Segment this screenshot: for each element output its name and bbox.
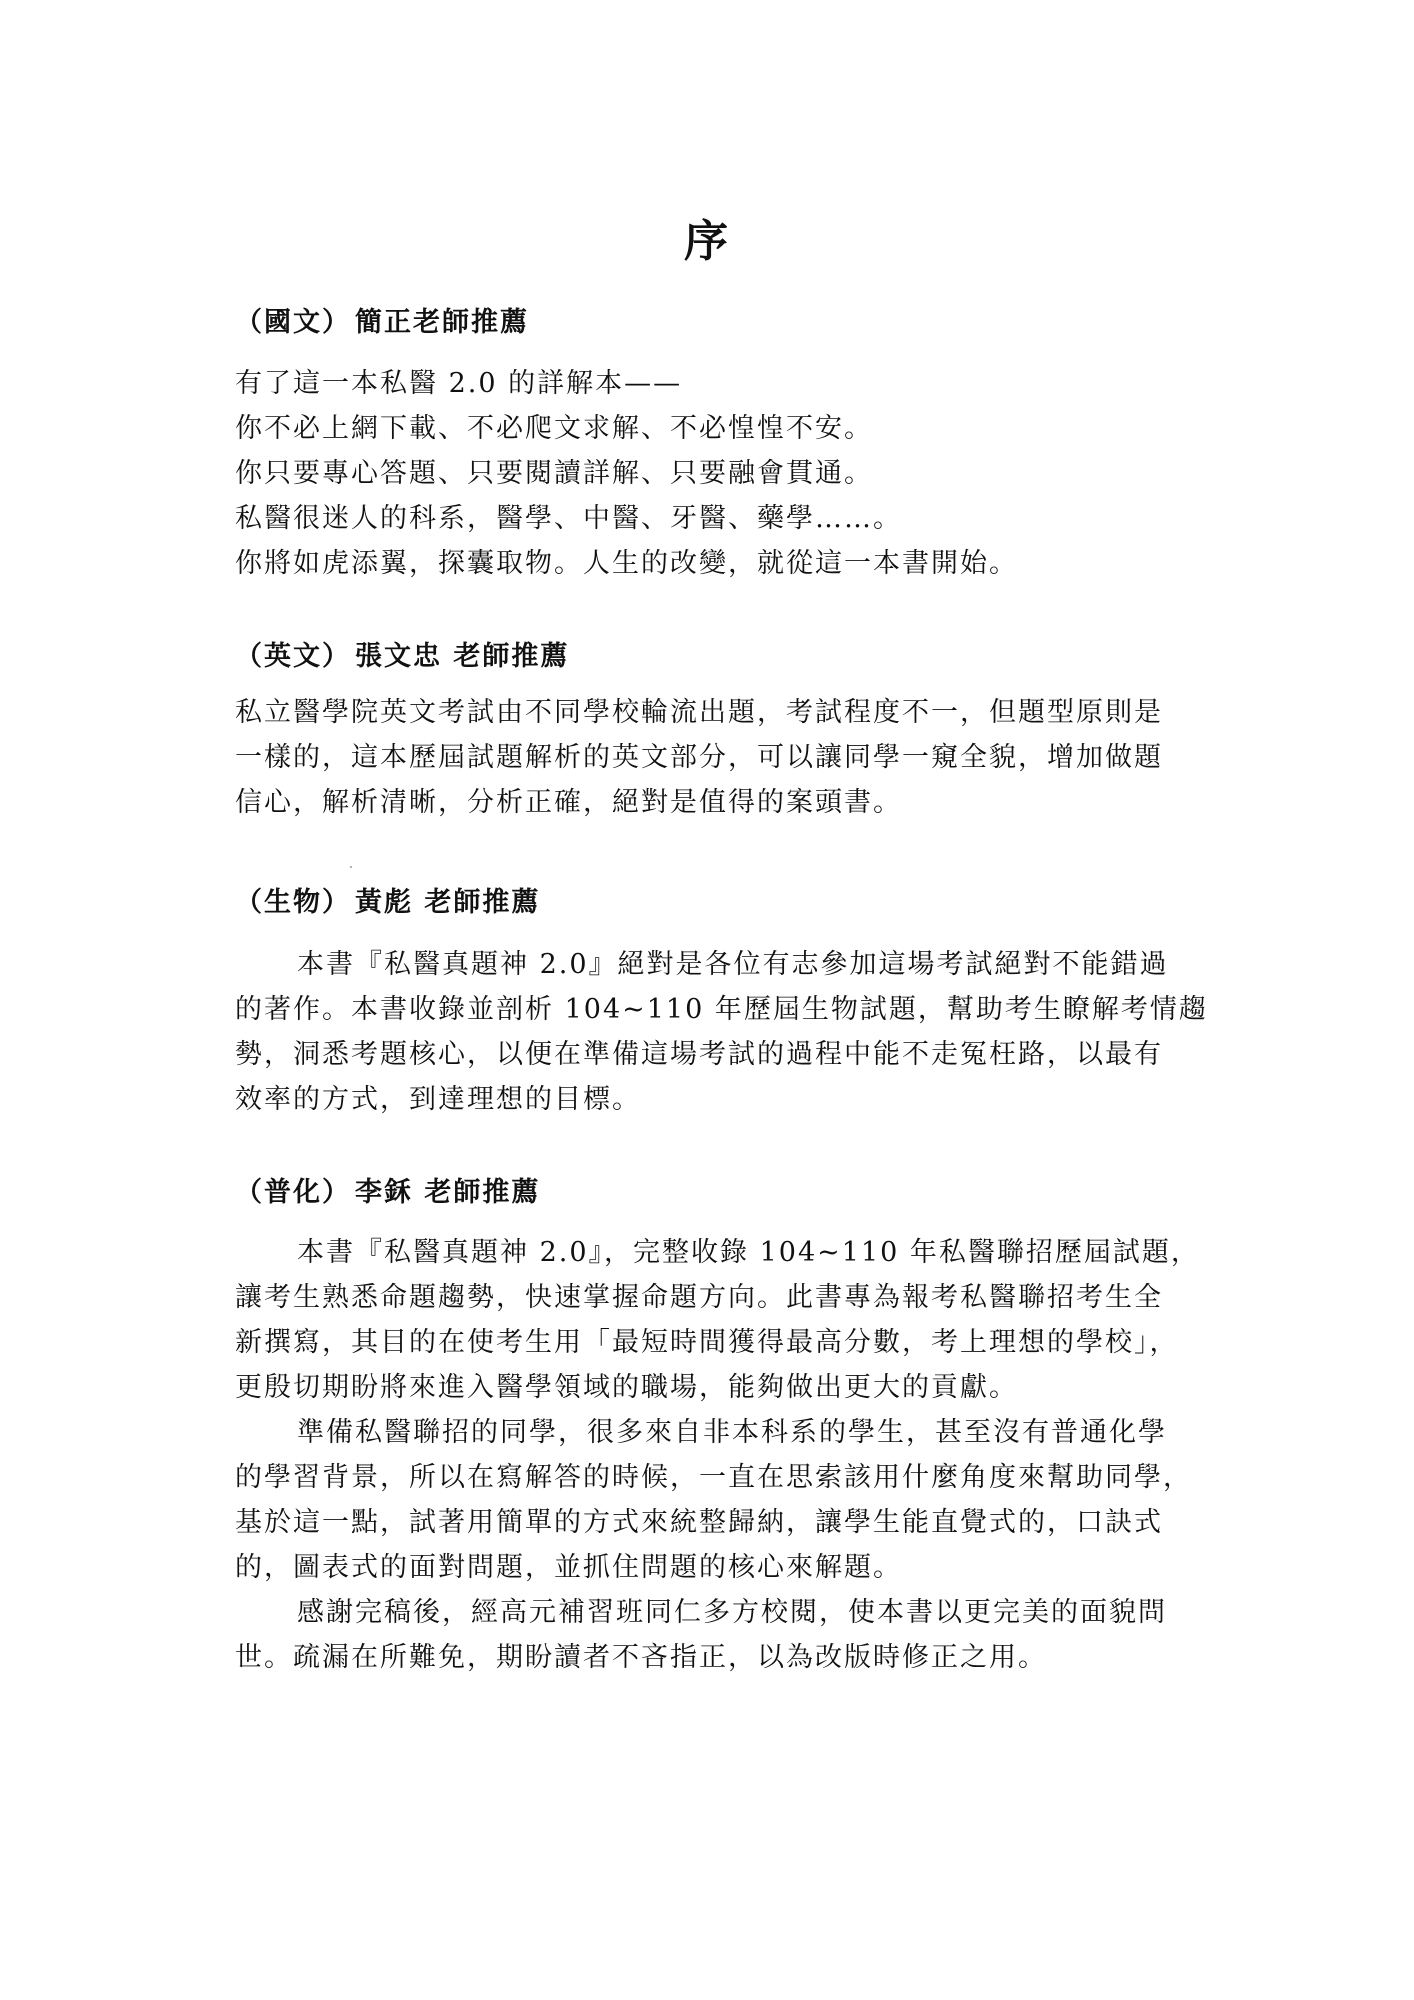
paragraph-line: 更殷切期盼將來進入醫學領域的職場，能夠做出更大的貢獻。 (235, 1372, 1018, 1403)
paragraph-line: 讓考生熟悉命題趨勢，快速掌握命題方向。此書專為報考私醫聯招考生全 (235, 1282, 1163, 1313)
paragraph-line: 世。疏漏在所難免，期盼讀者不吝指正，以為改版時修正之用。 (235, 1642, 1047, 1673)
paragraph-line: 感謝完稿後，經高元補習班同仁多方校閱，使本書以更完美的面貌問 (297, 1597, 1167, 1628)
section-teacher: 李鉌 老師推薦 (355, 1177, 541, 1208)
paragraph-line: 信心，解析清晰，分析正確，絕對是值得的案頭書。 (235, 787, 902, 818)
paragraph-line: 本書『私醫真題神 2.0』，完整收錄 104~110 年私醫聯招歷屆試題， (297, 1237, 1200, 1268)
paragraph-line: 本書『私醫真題神 2.0』絕對是各位有志參加這場考試絕對不能錯過 (297, 949, 1169, 980)
section-body-chinese (235, 361, 1185, 586)
paragraph-line: 私醫很迷人的科系，醫學、中醫、牙醫、藥學……。 (235, 503, 902, 534)
section-teacher: 張文忠 老師推薦 (355, 641, 570, 672)
section-subject: （英文） (235, 641, 351, 672)
section-heading-chemistry (235, 1170, 540, 1209)
paragraph-line: 的，圖表式的面對問題，並抓住問題的核心來解題。 (235, 1552, 902, 1583)
section-body-biology (235, 942, 1208, 1122)
paragraph-line: 有了這一本私醫 2.0 的詳解本—— (235, 368, 683, 399)
paragraph-line: 效率的方式，到達理想的目標。 (235, 1084, 641, 1115)
section-heading-english (235, 634, 569, 673)
section-subject: （普化） (235, 1177, 351, 1208)
section-heading-chinese (235, 300, 529, 339)
paragraph-line: 準備私醫聯招的同學，很多來自非本科系的學生，甚至沒有普通化學 (297, 1417, 1167, 1448)
section-body-chemistry (235, 1230, 1200, 1680)
section-subject: （國文） (235, 307, 351, 338)
page-title: 序 (684, 216, 730, 267)
section-teacher: 黃彪 老師推薦 (355, 887, 541, 918)
paragraph-line: 你不必上網下載、不必爬文求解、不必惶惶不安。 (235, 413, 873, 444)
section-subject: （生物） (235, 887, 351, 918)
scan-speck (350, 866, 352, 868)
paragraph-line: 你將如虎添翼，探囊取物。人生的改變，就從這一本書開始。 (235, 548, 1018, 579)
paragraph-line: 新撰寫，其目的在使考生用「最短時間獲得最高分數，考上理想的學校」， (235, 1327, 1179, 1358)
paragraph-line: 私立醫學院英文考試由不同學校輪流出題，考試程度不一，但題型原則是 (235, 697, 1163, 728)
section-heading-biology (235, 880, 540, 919)
paragraph-line: 的學習背景，所以在寫解答的時候，一直在思索該用什麼角度來幫助同學， (235, 1462, 1192, 1493)
paragraph-line: 基於這一點，試著用簡單的方式來統整歸納，讓學生能直覺式的，口訣式 (235, 1507, 1163, 1538)
paragraph-line: 你只要專心答題、只要閱讀詳解、只要融會貫通。 (235, 458, 873, 489)
paragraph-line: 勢，洞悉考題核心，以便在準備這場考試的過程中能不走冤枉路，以最有 (235, 1039, 1163, 1070)
paragraph-line: 的著作。本書收錄並剖析 104~110 年歷屆生物試題，幫助考生瞭解考情趨 (235, 994, 1208, 1025)
section-teacher: 簡正老師推薦 (355, 307, 529, 338)
paragraph-line: 一樣的，這本歷屆試題解析的英文部分，可以讓同學一窺全貌，增加做題 (235, 742, 1163, 773)
section-body-english (235, 690, 1185, 825)
